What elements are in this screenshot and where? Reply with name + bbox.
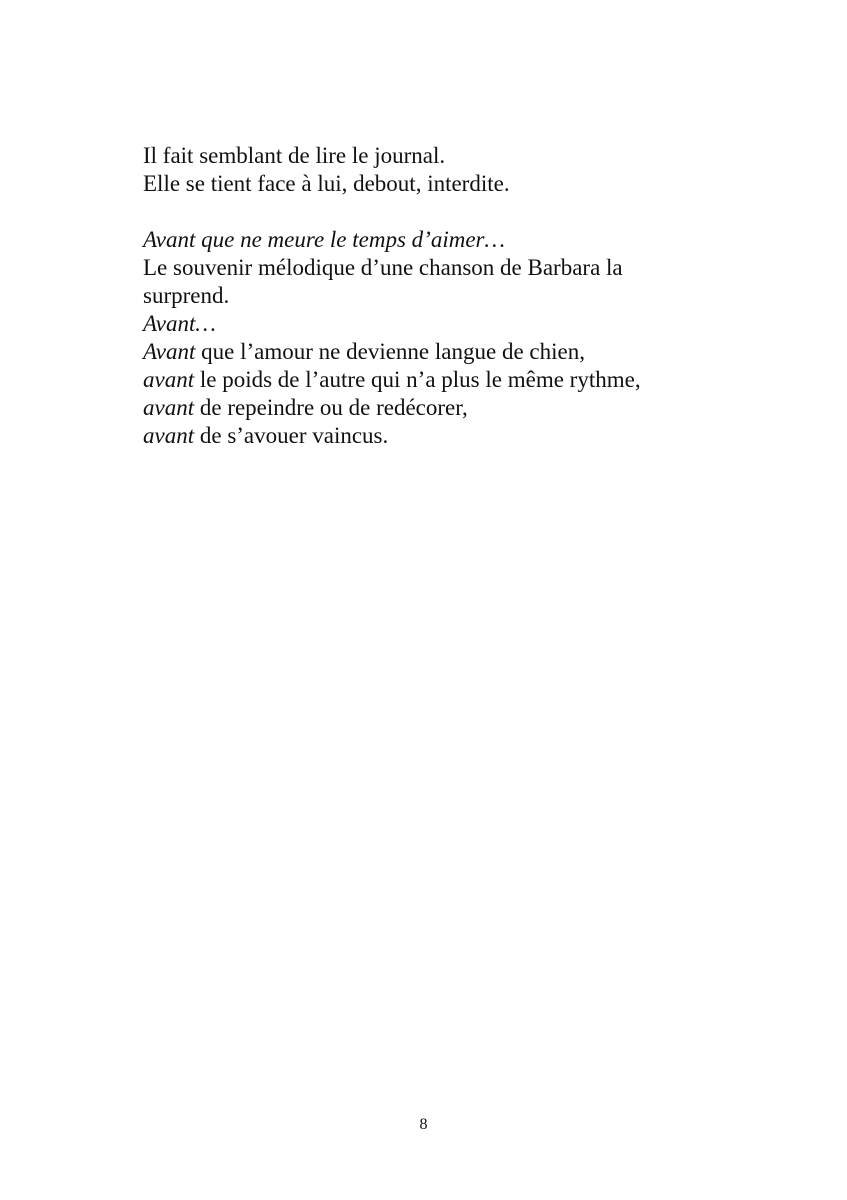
- text-line: [143, 422, 783, 450]
- text-line: surprend.: [143, 283, 230, 308]
- italic-text: avant: [143, 367, 195, 392]
- text-fragment: que l’amour ne devienne langue de chien,: [195, 339, 585, 364]
- paragraph-gap: [143, 198, 783, 226]
- text-line: [143, 226, 783, 254]
- italic-text: Avant…: [143, 311, 216, 336]
- text-line: [143, 338, 783, 366]
- page-number: 8: [419, 1116, 428, 1133]
- page-body: [143, 142, 783, 450]
- italic-text: avant: [143, 395, 195, 420]
- text-line: Elle se tient face à lui, debout, interdite.: [143, 171, 510, 196]
- text-fragment: de s’avouer vaincus.: [194, 423, 389, 448]
- italic-text: Avant: [143, 339, 196, 364]
- text-line: [143, 366, 783, 394]
- text-line: Il fait semblant de lire le journal.: [143, 143, 446, 168]
- text-line: Le souvenir mélodique d’une chanson de Barbara la: [143, 255, 623, 280]
- text-line: [143, 394, 783, 422]
- italic-text: avant: [143, 423, 195, 448]
- italic-text: Avant que ne meure le temps d’aimer…: [143, 227, 505, 252]
- text-line: [143, 310, 783, 338]
- text-fragment: de repeindre ou de redécorer,: [194, 395, 468, 420]
- text-fragment: le poids de l’autre qui n’a plus le même rythme,: [194, 367, 641, 392]
